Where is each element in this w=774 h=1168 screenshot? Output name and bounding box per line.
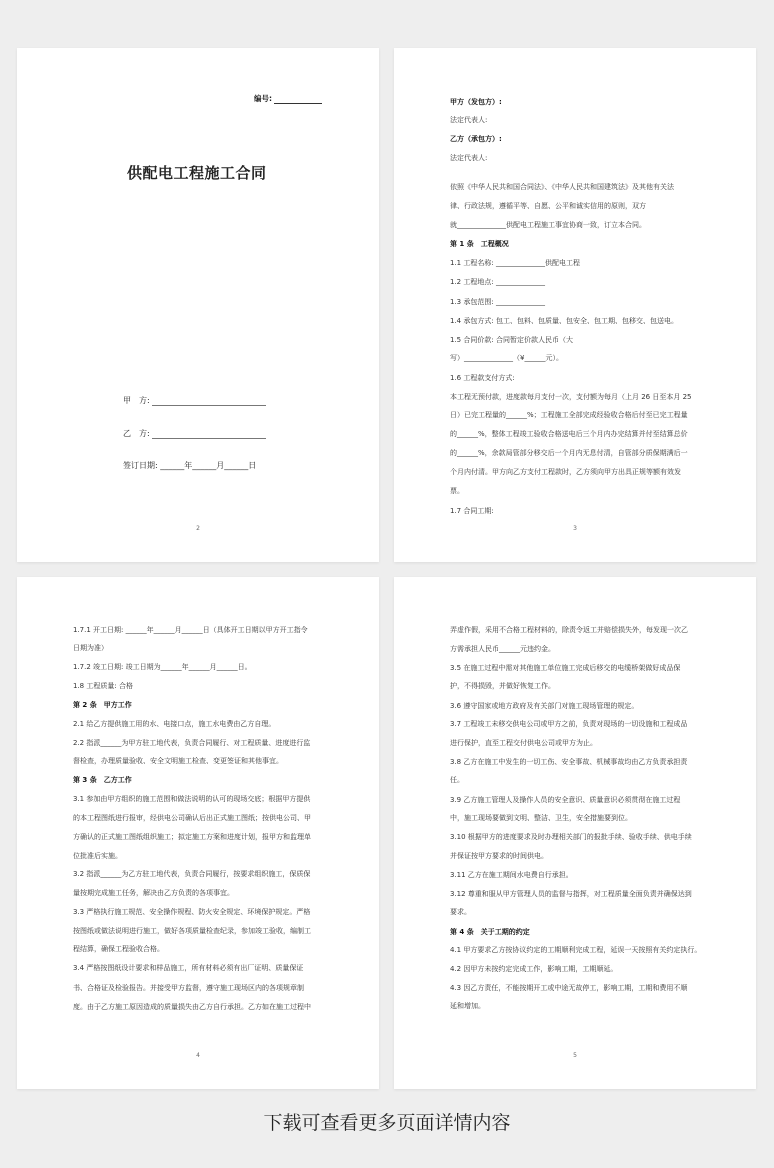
page-number: 5 (573, 1052, 577, 1059)
text-line: 1.8 工程质量: 合格 (73, 682, 133, 690)
text-line: 律、行政法规，遵循平等、自愿、公平和诚实信用的原则，双方 (450, 202, 646, 210)
contract-number (254, 93, 322, 104)
sign-date: 签订日期: ______年______月______日 (123, 461, 257, 470)
text-line: 个月内付清。甲方向乙方支付工程款时，乙方须向甲方出具正规等额有效发 (450, 468, 681, 476)
text-line: 3.9 乙方施工管理人及操作人员的安全意识、质量意识必须贯彻在施工过程 (450, 796, 681, 804)
text-line: 中，施工现场要做到文明、整洁、卫生，安全措施要到位。 (450, 814, 632, 822)
text-line: 方需承担人民币______元违约金。 (450, 645, 555, 653)
text-line: 日期为准） (73, 644, 108, 652)
text-line: 1.3 承包范围: ______________ (450, 298, 545, 306)
text-line: 3.2 指派______为乙方驻工地代表，负责合同履行，按要求组织施工，保质保 (73, 870, 311, 878)
text-line: 1.7 合同工期: (450, 507, 494, 515)
party-a-blank (152, 397, 266, 406)
text-line: 要求。 (450, 908, 471, 916)
text-line: 依照《中华人民共和国合同法》、《中华人民共和国建筑法》及其他有关法 (450, 183, 674, 191)
text-line: 3.11 乙方在施工期间水电费自行承担。 (450, 871, 573, 879)
text-line: 弄虚作假，采用不合格工程材料的，除责令返工并赔偿损失外，每发现一次乙 (450, 626, 688, 634)
text-line: 度。由于乙方施工原因造成的质量损失由乙方自行承担。乙方如在施工过程中 (73, 1003, 311, 1011)
text-line: 日）已完工程量的______%；工程施工全部完成经验收合格后付至已完工程量 (450, 411, 688, 419)
document-page-5 (394, 577, 756, 1089)
text-line: 1.2 工程地点: ______________ (450, 278, 545, 286)
text-line: 4.2 因甲方未按约定完成工作，影响工期，工期顺延。 (450, 965, 618, 973)
party-b-label: 乙 方: (123, 429, 150, 438)
download-caption: 下载可查看更多页面详情内容 (263, 1112, 511, 1134)
text-line: 票。 (450, 487, 464, 495)
text-line: 进行保护，直至工程交付供电公司或甲方为止。 (450, 739, 597, 747)
text-line: 写）______________（¥______元）。 (450, 354, 563, 362)
party-a-line (123, 395, 266, 406)
cover-page (17, 48, 379, 562)
page-number: 3 (573, 525, 577, 532)
text-line: 书、合格证及检验报告。并接受甲方监督，遵守施工现场区内的各项规章制 (73, 984, 304, 992)
text-line: 法定代表人: (450, 116, 488, 124)
text-line: 程结算，确保工程验收合格。 (73, 945, 164, 953)
text-line: 3.4 严格按图纸设计要求和样品施工，所有材料必须有出厂证明、质量保证 (73, 964, 304, 972)
text-line: 督检查，办理质量验收、安全文明施工检查、变更签证和其他事宜。 (73, 757, 283, 765)
text-line: 法定代表人: (450, 154, 488, 162)
text-line: 3.6 遵守国家或地方政府及有关部门对施工现场管理的规定。 (450, 702, 639, 710)
text-line: 3.10 根据甲方的进度要求及时办理相关部门的报批手续、验收手续、供电手续 (450, 833, 692, 841)
party-b-line (123, 428, 266, 439)
text-line: 并保证按甲方要求的时间供电。 (450, 852, 548, 860)
section-heading: 第 3 条 乙方工作 (73, 776, 132, 784)
text-line: 按图纸或做法说明进行施工，做好各项质量检查纪录，参加竣工验收，编制工 (73, 927, 311, 935)
text-line: 1.6 工程款支付方式: (450, 374, 515, 382)
text-line: 1.1 工程名称: ______________供配电工程 (450, 259, 580, 267)
text-line: 就______________供配电工程施工事宜协商一致，订立本合同。 (450, 221, 646, 229)
contract-number-label: 编号: (254, 94, 272, 103)
text-line: 3.8 乙方在施工中发生的一切工伤、安全事故、机械事故均由乙方负责承担责 (450, 758, 688, 766)
text-line: 3.1 参加由甲方组织的施工范围和做法说明的认可的现场交底；根据甲方提供 (73, 795, 311, 803)
page-number: 2 (196, 525, 200, 532)
text-line: 3.7 工程竣工未移交供电公司或甲方之前，负责对现场的一切设施和工程成品 (450, 720, 688, 728)
text-line: 量按期完成施工任务，解决由乙方负责的各项事宜。 (73, 889, 234, 897)
text-line: 2.1 给乙方提供施工用的水、电接口点，施工水电费由乙方自理。 (73, 720, 276, 728)
text-line: 1.7.2 竣工日期: 竣工日期为______年______月______日。 (73, 663, 252, 671)
text-line: 4.1 甲方要求乙方按协议约定的工期顺利完成工程，延误一天按照有关约定执行。 (450, 946, 702, 954)
contract-title: 供配电工程施工合同 (127, 164, 267, 182)
text-line: 3.12 尊重和服从甲方管理人员的监督与指挥，对工程质量全面负责并确保达到 (450, 890, 692, 898)
text-line: 任。 (450, 776, 464, 784)
text-line: 的本工程图纸进行报审，经供电公司确认后出正式施工图纸；按供电公司、甲 (73, 814, 311, 822)
section-heading: 乙方（承包方）: (450, 135, 502, 143)
document-page-4 (17, 577, 379, 1089)
text-line: 的______%，整体工程竣工验收合格送电后三个月内办完结算并付至结算总价 (450, 430, 688, 438)
party-b-blank (152, 430, 266, 439)
text-line: 的______%，余款局管部分移交后一个月内无息付清，自管部分质保期满后一 (450, 449, 688, 457)
text-line: 1.5 合同价款: 合同暂定价款人民币（大 (450, 336, 573, 344)
text-line: 位批准后实施。 (73, 852, 122, 860)
section-heading: 第 2 条 甲方工作 (73, 701, 132, 709)
text-line: 1.4 承包方式: 包工、包料、包质量、包安全、包工期、包移交、包送电。 (450, 317, 678, 325)
text-line: 3.3 严格执行施工规范、安全操作规程、防火安全规定、环境保护规定。严格 (73, 908, 311, 916)
document-page-3 (394, 48, 756, 562)
text-line: 延和增加。 (450, 1002, 485, 1010)
section-heading: 第 4 条 关于工期的约定 (450, 928, 530, 936)
text-line: 方确认的正式施工图纸组织施工；拟定施工方案和进度计划，报甲方和监理单 (73, 833, 311, 841)
contract-number-blank (274, 96, 322, 104)
section-heading: 甲方（发包方）: (450, 98, 502, 106)
text-line: 本工程无预付款，进度款每月支付一次，支付额为每月（上月 26 日至本月 25 (450, 393, 692, 401)
text-line: 4.3 因乙方责任，不能按期开工或中途无故停工，影响工期，工期和费用不顺 (450, 984, 688, 992)
text-line: 2.2 指派______为甲方驻工地代表，负责合同履行、对工程质量、进度进行监 (73, 739, 311, 747)
text-line: 1.7.1 开工日期: ______年______月______日（具体开工日期以甲方开工指令 (73, 626, 308, 634)
section-heading: 第 1 条 工程概况 (450, 240, 509, 248)
text-line: 3.5 在施工过程中需对其他施工单位施工完成后移交的电缆桥架做好成品保 (450, 664, 681, 672)
text-line: 护，不得损毁，并做好恢复工作。 (450, 682, 555, 690)
page-number: 4 (196, 1052, 200, 1059)
party-a-label: 甲 方: (123, 396, 150, 405)
